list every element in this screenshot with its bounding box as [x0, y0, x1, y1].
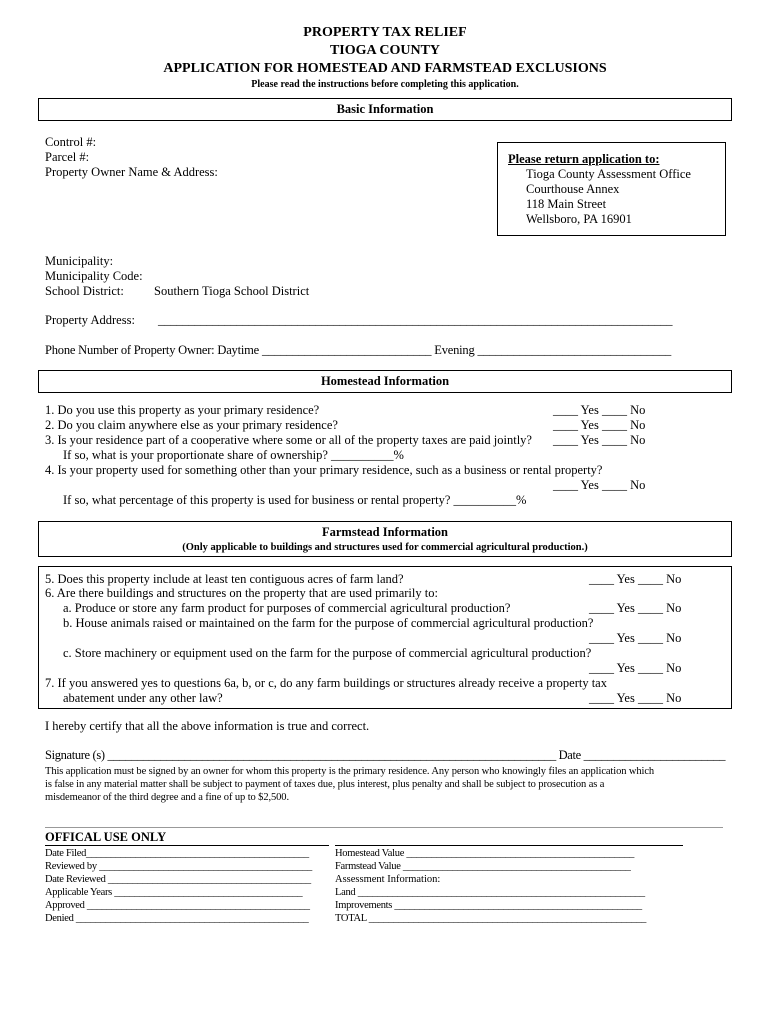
owner-name-address-label: Property Owner Name & Address:: [45, 165, 218, 179]
farmstead-info-header: [38, 521, 732, 557]
homestead-question-2: 2. Do you claim anywhere else as your primary residence?: [45, 418, 338, 432]
parcel-number-label: Parcel #:: [45, 150, 90, 164]
form-title-line2: TIOGA COUNTY: [329, 43, 441, 58]
homestead-question-4: 4. Is your property used for something other than your primary residence, such as a business or rental property?: [45, 463, 603, 477]
return-address-line: 118 Main Street: [526, 197, 607, 211]
homestead-question-1: 1. Do you use this property as your primary residence?: [45, 403, 320, 417]
official-date-filed[interactable]: Date Filed_____________________________________________: [45, 848, 309, 859]
basic-info-title: Basic Information: [336, 102, 434, 116]
homestead-info-title: Homestead Information: [320, 374, 450, 388]
official-total[interactable]: TOTAL ________________________________________________________: [335, 913, 647, 924]
legal-notice-line: is false in any material matter shall be subject to payment of taxes due, plus interest, plus penalty and shall be subject to prosecution as a: [45, 779, 605, 790]
official-denied[interactable]: Denied _______________________________________________: [45, 913, 309, 924]
official-improvements[interactable]: Improvements __________________________________________________: [335, 900, 642, 911]
official-farmstead-value[interactable]: Farmstead Value ______________________________________________: [335, 861, 631, 872]
official-date-reviewed[interactable]: Date Reviewed _________________________________________: [45, 874, 311, 885]
return-address-line: Courthouse Annex: [526, 182, 620, 196]
farmstead-answer-6b[interactable]: ____ Yes ____ No: [589, 631, 682, 645]
form-instructions: Please read the instructions before completing this application.: [251, 79, 519, 90]
farmstead-answer-6a[interactable]: ____ Yes ____ No: [589, 601, 682, 615]
farmstead-question-7-cont: abatement under any other law?: [63, 691, 223, 705]
control-number-label: Control #:: [45, 135, 97, 149]
property-address-label: Property Address:: [45, 313, 135, 327]
homestead-answer-2[interactable]: ____ Yes ____ No: [553, 418, 646, 432]
signature-date-field[interactable]: Signature (s) ____________________________________________________________________________ Date ________________________: [45, 748, 726, 762]
official-use-title-underline: [45, 845, 329, 846]
official-assessment-info: Assessment Information:: [335, 874, 441, 885]
farmstead-question-5: 5. Does this property include at least ten contiguous acres of farm land?: [45, 572, 404, 586]
homestead-answer-4[interactable]: ____ Yes ____ No: [553, 478, 646, 492]
property-address-field[interactable]: _____________________________________________________________________________________: [158, 313, 673, 327]
return-address-line: Wellsboro, PA 16901: [526, 212, 632, 226]
homestead-question-3-sub[interactable]: If so, what is your proportionate share of ownership? __________%: [63, 448, 404, 462]
farmstead-answer-5[interactable]: ____ Yes ____ No: [589, 572, 682, 586]
farmstead-info-subtitle: (Only applicable to buildings and structures used for commercial agricultural production.): [182, 542, 588, 553]
farmstead-answer-7[interactable]: ____ Yes ____ No: [589, 691, 682, 705]
basic-info-header: [38, 98, 732, 121]
certification-statement: I hereby certify that all the above information is true and correct.: [45, 719, 370, 733]
farmstead-question-6a: a. Produce or store any farm product for purposes of commercial agricultural production?: [63, 601, 511, 615]
return-address-line: Tioga County Assessment Office: [526, 167, 691, 181]
form-title-line1: PROPERTY TAX RELIEF: [303, 25, 467, 40]
phone-number-field[interactable]: Phone Number of Property Owner: Daytime ____________________________ Evening ________________________________: [45, 343, 672, 357]
farmstead-question-6b: b. House animals raised or maintained on the farm for the purpose of commercial agricultural production?: [63, 616, 594, 630]
form-title-line3: APPLICATION FOR HOMESTEAD AND FARMSTEAD EXCLUSIONS: [163, 61, 607, 76]
farmstead-info-title: Farmstead Information: [321, 525, 449, 539]
municipality-code-label: Municipality Code:: [45, 269, 143, 283]
return-address-title: Please return application to:: [508, 152, 660, 166]
municipality-label: Municipality:: [45, 254, 114, 268]
farmstead-question-6: 6. Are there buildings and structures on the property that are used primarily to:: [45, 586, 438, 600]
return-address-box: [497, 142, 726, 236]
legal-notice-line: misdemeanor of the third degree and a fine of up to $2,500.: [45, 792, 289, 803]
legal-notice-line: This application must be signed by an owner for whom this property is the primary residence. Any person who knowingly files an application which: [45, 766, 655, 777]
official-use-divider: [45, 827, 723, 828]
official-applicable-years[interactable]: Applicable Years ______________________________________: [45, 887, 303, 898]
homestead-info-header: [38, 370, 732, 393]
farmstead-question-7: 7. If you answered yes to questions 6a, b, or c, do any farm buildings or structures already receive a property tax: [45, 676, 607, 690]
homestead-question-4-sub[interactable]: If so, what percentage of this property is used for business or rental property? __________%: [63, 493, 527, 507]
official-use-title-underline-right: [335, 845, 683, 846]
official-reviewed-by[interactable]: Reviewed by ___________________________________________: [45, 861, 312, 872]
homestead-answer-1[interactable]: ____ Yes ____ No: [553, 403, 646, 417]
official-land[interactable]: Land __________________________________________________________: [335, 887, 645, 898]
homestead-question-3: 3. Is your residence part of a cooperative where some or all of the property taxes are paid jointly?: [45, 433, 532, 447]
school-district-value: Southern Tioga School District: [154, 284, 310, 298]
homestead-answer-3[interactable]: ____ Yes ____ No: [553, 433, 646, 447]
farmstead-question-6c: c. Store machinery or equipment used on the farm for the purpose of commercial agricultural production?: [63, 646, 592, 660]
official-use-title: OFFICAL USE ONLY: [45, 830, 167, 844]
school-district-label: School District:: [45, 284, 124, 298]
official-approved[interactable]: Approved _____________________________________________: [45, 900, 310, 911]
official-homestead-value[interactable]: Homestead Value ______________________________________________: [335, 848, 635, 859]
farmstead-answer-6c[interactable]: ____ Yes ____ No: [589, 661, 682, 675]
